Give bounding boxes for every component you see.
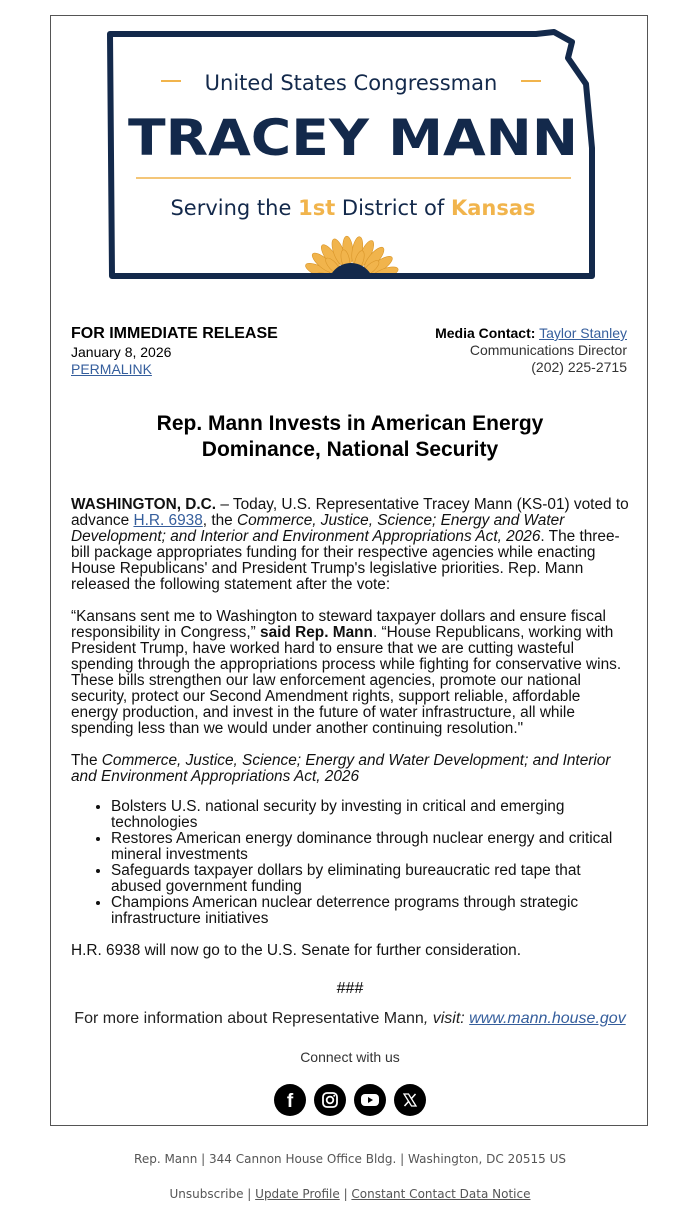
- list-item: • Restores American energy dominance through nuclear energy and critical mineral investments: [111, 831, 631, 863]
- instagram-icon[interactable]: [314, 1084, 346, 1116]
- banner-tagline: Serving the 1st District of Kansas: [170, 196, 536, 220]
- paragraph-closing: H.R. 6938 will now go to the U.S. Senate for further consideration.: [71, 942, 521, 959]
- media-contact-name-link[interactable]: Taylor Stanley: [539, 325, 627, 341]
- hr-6938-link[interactable]: H.R. 6938: [133, 512, 203, 529]
- bill-highlights-list: [71, 799, 631, 927]
- header-banner: [106, 28, 600, 304]
- media-contact-phone: (202) 225-2715: [531, 359, 627, 375]
- paragraph-act: The Commerce, Justice, Science; Energy and Water Development; and Interior and Environment Appropriations Act, 2026: [71, 752, 611, 785]
- website-link[interactable]: www.mann.house.gov: [469, 1010, 626, 1027]
- release-date: January 8, 2026: [71, 344, 172, 360]
- unsubscribe-link[interactable]: Unsubscribe: [169, 1187, 244, 1201]
- list-item: • Champions American nuclear deterrence programs through strategic infrastructure initiatives: [111, 895, 631, 927]
- banner-subtitle: United States Congressman: [204, 71, 498, 95]
- media-contact-label: Media Contact:: [435, 325, 536, 341]
- media-contact: [435, 325, 627, 376]
- banner-name: TRACEY MANN: [128, 109, 578, 167]
- paragraph-intro: WASHINGTON, D.C. – Today, U.S. Representative Tracey Mann (KS-01) voted to advance H.R. 6938, the Commerce, Justice, Science; Energy and Water Development; and Interior and Environment Appropriations Act, 2026. The three-bill package appropriates funding for their respective agencies while enacting House Republicans' and President Trump's legislative priorities. Rep. Mann released the following statement after the vote:: [71, 496, 629, 593]
- data-notice-link[interactable]: Constant Contact Data Notice: [351, 1187, 531, 1201]
- press-release-headline: Rep. Mann Invests in American Energy Dominance, National Security: [156, 412, 544, 461]
- release-info: [71, 324, 278, 378]
- more-info-line: For more information about Representative Mann, visit: www.mann.house.gov: [74, 1010, 626, 1027]
- x-icon[interactable]: [394, 1084, 426, 1116]
- end-mark: ###: [336, 980, 364, 997]
- paragraph-quote: “Kansans sent me to Washington to steward taxpayer dollars and ensure fiscal responsibility in Congress,” said Rep. Mann. “House Republicans, working with President Trump, have worked hard to ensure that we are cutting wasteful spending through the appropriations process while fighting for conservative wins. These bills strengthen our law enforcement agencies, promote our national security, protect our Second Amendment rights, support reliable, affordable energy production, and invest in the future of water infrastructure, all while spending less than we would under another continuing resolution.": [71, 608, 622, 737]
- update-profile-link[interactable]: Update Profile: [255, 1187, 340, 1201]
- release-label: FOR IMMEDIATE RELEASE: [71, 325, 278, 342]
- permalink-link[interactable]: PERMALINK: [71, 361, 152, 377]
- list-item: • Bolsters U.S. national security by investing in critical and emerging technologies: [111, 799, 631, 831]
- youtube-icon[interactable]: [354, 1084, 386, 1116]
- list-item: • Safeguards taxpayer dollars by eliminating bureaucratic red tape that abused government funding: [111, 863, 631, 895]
- newsletter-card: [50, 15, 648, 1126]
- press-release-body: [71, 497, 631, 975]
- social-links: [274, 1084, 426, 1116]
- footer-links: Unsubscribe | Update Profile | Constant Contact Data Notice: [169, 1187, 531, 1201]
- svg-text:f: f: [286, 1091, 294, 1109]
- facebook-icon[interactable]: [274, 1084, 306, 1116]
- media-contact-role: Communications Director: [469, 342, 627, 358]
- connect-heading: Connect with us: [300, 1049, 400, 1065]
- footer-address: Rep. Mann | 344 Cannon House Office Bldg. | Washington, DC 20515 US: [134, 1152, 566, 1166]
